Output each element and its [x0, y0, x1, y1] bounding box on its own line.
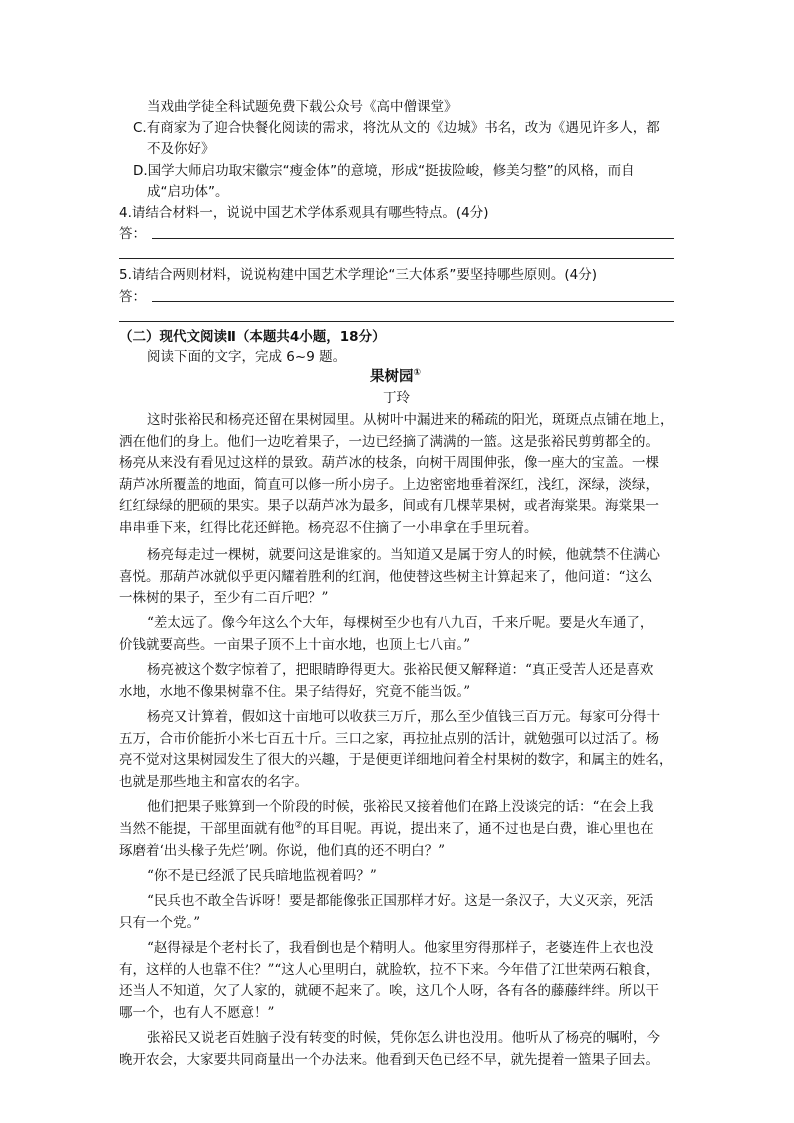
passage-line: 杨亮每走过一棵树，就要问这是谁家的。当知道又是属于穷人的时候，他就禁不住满心	[147, 547, 660, 563]
passage-line: 洒在他们的身上。他们一边吃着果子，一边已经摘了满满的一篮。这是张裕民剪剪都全的。	[119, 434, 659, 450]
passage-line: 亮不觉对这果树园发生了很大的兴趣，于是便更详细地问着全村果树的数字，和属主的姓名，	[119, 752, 673, 768]
passage-line: 晚开农会，大家要共同商量出一个办法来。他看到天色已经不早，就先提着一篮果子回去。	[119, 1052, 659, 1068]
option-d-line1: D.国学大师启功取宋徽宗“瘦金体”的意境，形成“挺拔险峻，修美匀整”的风格，而自	[133, 163, 635, 179]
passage-line: 哪一个，也有人不愿意！”	[119, 1005, 275, 1021]
passage-line: 张裕民又说老百姓脑子没有转变的时候，凭你怎么讲也没用。他听从了杨亮的嘱咐，今	[147, 1030, 660, 1046]
passage-title: 果树园①	[370, 368, 422, 385]
passage-line: 也就是那些地主和富农的名字。	[119, 774, 308, 790]
passage-line: 水地，水地不像果树靠不住。果子结得好，究竟不能当饭。”	[119, 684, 471, 700]
answer-line-q4-2[interactable]	[119, 258, 674, 259]
passage-author: 丁玲	[383, 390, 410, 406]
answer-line-q5-2[interactable]	[119, 321, 674, 322]
passage-line: 五万，合市价能折小米七百五十斤。三口之家，再拉扯点别的活计，就勉强可以过活了。杨	[119, 731, 659, 747]
passage-line: 葫芦冰所覆盖的地面，简直可以修一所小房子。上边密密地垂着深红，浅红，深绿，淡绿，	[119, 477, 659, 493]
section-instruction: 阅读下面的文字，完成 6~9 题。	[147, 349, 347, 365]
option-b-tail: 当戏曲学徒全科试题免费下载公众号《高中僧课堂》	[147, 99, 458, 115]
answer-label-q5: 答：	[119, 289, 146, 305]
passage-line: “差太远了。像今年这么个大年，每棵树至少也有八九百，千来斤呢。要是火车通了，	[147, 615, 654, 631]
question-5: 5.请结合两则材料，说说构建中国艺术学理论“三大体系”要坚持哪些原则。(4分)	[119, 267, 597, 283]
footnote-mark-2: ②	[294, 820, 303, 831]
passage-line: 当然不能提，干部里面就有他②的耳目呢。再说，提出来了，通不过也是白费，谁心里也在	[119, 820, 654, 837]
answer-label-q4: 答：	[119, 226, 146, 242]
passage-line: 这时张裕民和杨亮还留在果树园里。从树叶中漏进来的稀疏的阳光，斑斑点点铺在地上，	[147, 412, 674, 428]
passage-line: 只有一个党。”	[119, 915, 201, 931]
passage-line: 有，这样的人也靠不住？”“这人心里明白，就脸软，拉不下来。今年借了江世荣两石粮食，	[119, 962, 660, 978]
passage-line: “你不是已经派了民兵暗地监视着吗？”	[147, 868, 377, 884]
passage-line: “赵得禄是个老村长了，我看倒也是个精明人。他家里穷得那样子，老婆连件上衣也没	[147, 940, 654, 956]
passage-line: 杨亮又计算着，假如这十亩地可以收获三万斤，那么至少值钱三百万元。每家可分得十	[147, 709, 660, 725]
passage-line: 串串垂下来，红得比花还鲜艳。杨亮忍不住摘了一小串拿在手里玩着。	[119, 520, 538, 536]
passage-line: 一株树的果子，至少有二百斤吧？”	[119, 590, 329, 606]
passage-line: 杨亮被这个数字惊着了，把眼睛睁得更大。张裕民便又解释道：“真正受苦人还是喜欢	[147, 662, 654, 678]
option-c-line2: 不及你好》	[147, 141, 215, 157]
answer-line-q5-1[interactable]	[152, 301, 674, 302]
option-c-line1: C.有商家为了迎合快餐化阅读的需求，将沈从文的《边城》书名，改为《遇见许多人，都	[133, 120, 660, 136]
passage-line: 喜悦。那葫芦冰就似乎更闪耀着胜利的红润，他使替这些树主计算起来了，他问道：“这么	[119, 569, 653, 585]
title-footnote-mark: ①	[413, 368, 422, 379]
passage-line: 红红绿绿的肥硕的果实。果子以葫芦冰为最多，间或有几棵苹果树，或者海棠果。海棠果一	[119, 498, 659, 514]
passage-line: “民兵也不敢全告诉呀！要是都能像张正国那样才好。这是一条汉子，大义灭亲，死活	[147, 893, 654, 909]
answer-line-q4-1[interactable]	[152, 238, 674, 239]
question-4: 4.请结合材料一，说说中国艺术学体系观具有哪些特点。(4分)	[119, 205, 489, 221]
passage-line: 还当人不知道，欠了人家的，就硬不起来了。唉，这几个人呀，各有各的藤藤绊绊。所以干	[119, 983, 659, 999]
section-heading: （二）现代文阅读Ⅱ（本题共4小题，18分）	[119, 329, 386, 345]
passage-line: 他们把果子账算到一个阶段的时候，张裕民又接着他们在路上没谈完的话：“在会上我	[147, 799, 654, 815]
passage-line: 琢磨着‘出头椽子先烂’咧。你说，他们真的还不明白？”	[119, 843, 445, 859]
passage-line: 价钱就要高些。一亩果子顶不上十亩水地，也顶上七八亩。”	[119, 637, 471, 653]
option-d-line2: 成“启功体”。	[147, 184, 229, 200]
passage-line: 杨亮从来没有看见过这样的景致。葫芦冰的枝条，向树干周围伸张，像一座大的宝盖。一棵	[119, 455, 659, 471]
